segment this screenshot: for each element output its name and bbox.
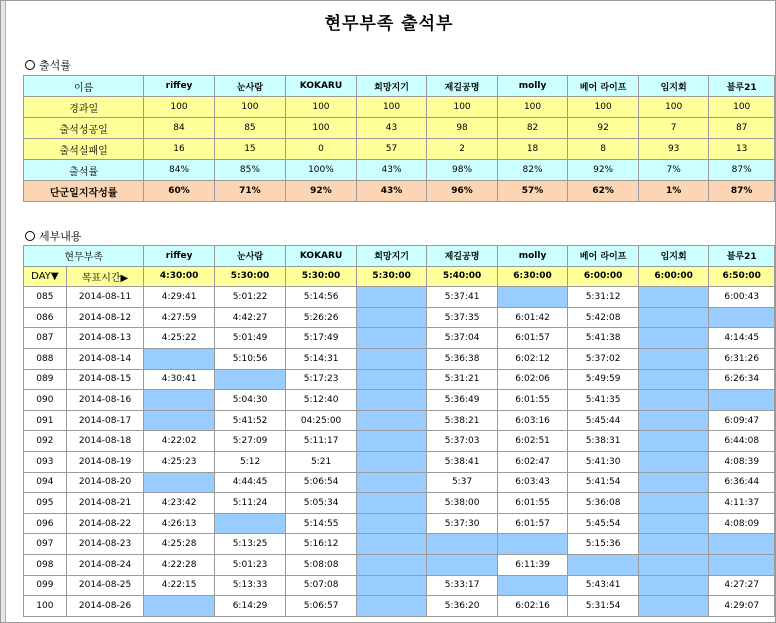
summary-cell[interactable]: 16 <box>144 139 214 160</box>
time-cell[interactable]: 5:36:49 <box>427 390 497 411</box>
time-cell[interactable]: 5:27:09 <box>214 431 285 452</box>
day-number: 094 <box>24 472 67 493</box>
summary-cell[interactable]: 84 <box>144 118 214 139</box>
target-time: 5:30:00 <box>214 266 285 287</box>
time-cell[interactable] <box>568 554 639 575</box>
time-cell[interactable] <box>638 493 708 514</box>
day-number: 098 <box>24 554 67 575</box>
time-cell[interactable]: 6:44:08 <box>709 431 775 452</box>
summary-cell[interactable]: 82% <box>497 160 567 181</box>
time-cell[interactable] <box>356 328 426 349</box>
time-cell[interactable] <box>427 534 497 555</box>
summary-cell[interactable]: 84% <box>144 160 214 181</box>
summary-cell[interactable]: 98 <box>427 118 498 139</box>
table-row <box>24 369 775 390</box>
time-cell[interactable]: 5:26:26 <box>286 307 357 328</box>
time-cell[interactable]: 6:01:57 <box>497 328 567 349</box>
time-cell[interactable]: 5:14:31 <box>286 348 357 369</box>
time-cell[interactable]: 6:36:44 <box>709 472 775 493</box>
summary-cell[interactable]: 100 <box>638 97 708 118</box>
time-cell[interactable]: 04:25:00 <box>286 410 357 431</box>
time-cell[interactable]: 5:41:38 <box>568 328 639 349</box>
table-row <box>24 596 775 617</box>
time-cell[interactable] <box>709 554 775 575</box>
time-cell[interactable]: 5:33:17 <box>427 575 497 596</box>
time-cell[interactable] <box>356 348 426 369</box>
time-cell[interactable] <box>356 596 426 617</box>
time-cell[interactable]: 4:30:41 <box>144 369 214 390</box>
time-cell[interactable]: 5:36:08 <box>568 493 639 514</box>
summary-cell[interactable]: 18 <box>497 139 567 160</box>
member-name: 제길공명 <box>427 246 497 267</box>
table-row <box>24 513 775 534</box>
summary-table <box>23 75 775 202</box>
member-name: 블루21 <box>709 76 775 97</box>
summary-cell[interactable]: 7 <box>638 118 708 139</box>
summary-cell[interactable]: 71% <box>214 181 285 202</box>
summary-cell[interactable]: 96% <box>427 181 498 202</box>
summary-cell[interactable]: 87 <box>709 118 775 139</box>
time-cell[interactable] <box>638 307 708 328</box>
time-cell[interactable] <box>144 390 214 411</box>
time-cell[interactable]: 4:22:28 <box>144 554 214 575</box>
time-cell[interactable]: 5:07:08 <box>286 575 357 596</box>
time-cell[interactable]: 5:49:59 <box>568 369 639 390</box>
day-number: 096 <box>24 513 67 534</box>
summary-cell[interactable]: 60% <box>144 181 214 202</box>
day-number: 089 <box>24 369 67 390</box>
time-cell[interactable] <box>144 410 214 431</box>
time-cell[interactable] <box>356 307 426 328</box>
time-cell[interactable]: 6:01:55 <box>497 390 567 411</box>
table-row <box>24 410 775 431</box>
member-name: 희망지기 <box>356 246 426 267</box>
summary-cell[interactable]: 85 <box>214 118 285 139</box>
time-cell[interactable]: 4:08:09 <box>709 513 775 534</box>
time-cell[interactable]: 5:08:08 <box>286 554 357 575</box>
time-cell[interactable] <box>638 328 708 349</box>
member-name: 베어 라이프 <box>568 76 639 97</box>
tribe-header: 현무부족 <box>24 246 144 267</box>
time-cell[interactable] <box>356 554 426 575</box>
target-time: 4:30:00 <box>144 266 214 287</box>
time-cell[interactable]: 5:04:30 <box>214 390 285 411</box>
day-number: 085 <box>24 287 67 308</box>
summary-cell[interactable]: 13 <box>709 139 775 160</box>
time-cell[interactable]: 4:27:27 <box>709 575 775 596</box>
summary-cell[interactable]: 15 <box>214 139 285 160</box>
day-number: 100 <box>24 596 67 617</box>
time-cell[interactable]: 5:41:54 <box>568 472 639 493</box>
section-details: 세부내용 <box>25 228 82 244</box>
time-cell[interactable]: 5:15:36 <box>568 534 639 555</box>
date-cell: 2014-08-13 <box>66 328 144 349</box>
day-number: 092 <box>24 431 67 452</box>
time-cell[interactable]: 5:41:52 <box>214 410 285 431</box>
day-number: 087 <box>24 328 67 349</box>
time-cell[interactable] <box>356 410 426 431</box>
table-row <box>24 554 775 575</box>
summary-cell[interactable]: 100 <box>427 97 498 118</box>
target-time-label: 목표시간▶ <box>66 266 144 287</box>
time-cell[interactable]: 4:25:23 <box>144 451 214 472</box>
time-cell[interactable] <box>144 348 214 369</box>
circle-bullet-icon <box>25 231 35 241</box>
summary-cell[interactable]: 93 <box>638 139 708 160</box>
time-cell[interactable]: 6:02:47 <box>497 451 567 472</box>
time-cell[interactable] <box>638 596 708 617</box>
date-cell: 2014-08-15 <box>66 369 144 390</box>
table-row <box>24 390 775 411</box>
member-name: 눈사람 <box>214 246 285 267</box>
time-cell[interactable] <box>638 575 708 596</box>
day-number: 088 <box>24 348 67 369</box>
member-name: 희망지기 <box>356 76 427 97</box>
time-cell[interactable] <box>214 369 285 390</box>
time-cell[interactable]: 5:45:54 <box>568 513 639 534</box>
summary-row <box>24 139 775 160</box>
time-cell[interactable]: 5:17:49 <box>286 328 357 349</box>
member-name: 블루21 <box>709 246 775 267</box>
time-cell[interactable]: 4:44:45 <box>214 472 285 493</box>
target-time: 6:00:00 <box>638 266 708 287</box>
date-cell: 2014-08-16 <box>66 390 144 411</box>
summary-cell[interactable]: 8 <box>568 139 639 160</box>
table-row <box>24 328 775 349</box>
table-row <box>24 287 775 308</box>
row-label: 출석률 <box>24 160 144 181</box>
time-cell[interactable]: 6:09:47 <box>709 410 775 431</box>
time-cell[interactable]: 6:01:55 <box>497 493 567 514</box>
name-header: 이름 <box>24 76 144 97</box>
table-row <box>24 534 775 555</box>
target-time: 5:40:00 <box>427 266 497 287</box>
summary-cell[interactable]: 62% <box>568 181 639 202</box>
time-cell[interactable] <box>497 534 567 555</box>
time-cell[interactable]: 6:01:57 <box>497 513 567 534</box>
summary-cell[interactable]: 87% <box>709 160 775 181</box>
time-cell[interactable] <box>356 287 426 308</box>
summary-cell[interactable]: 85% <box>214 160 285 181</box>
summary-cell[interactable]: 100 <box>709 97 775 118</box>
target-time: 6:00:00 <box>568 266 639 287</box>
date-cell: 2014-08-24 <box>66 554 144 575</box>
circle-bullet-icon <box>25 60 35 70</box>
time-cell[interactable]: 5:11:17 <box>286 431 357 452</box>
time-cell[interactable]: 5:36:20 <box>427 596 497 617</box>
time-cell[interactable]: 4:42:27 <box>214 307 285 328</box>
member-name: riffey <box>144 76 214 97</box>
summary-cell[interactable]: 100 <box>286 118 357 139</box>
table-row <box>24 493 775 514</box>
day-number: 097 <box>24 534 67 555</box>
day-number: 086 <box>24 307 67 328</box>
summary-row <box>24 160 775 181</box>
time-cell[interactable]: 5:06:57 <box>286 596 357 617</box>
time-cell[interactable]: 4:25:22 <box>144 328 214 349</box>
summary-cell[interactable]: 43 <box>356 118 427 139</box>
date-cell: 2014-08-20 <box>66 472 144 493</box>
row-label: 경과일 <box>24 97 144 118</box>
time-cell[interactable]: 5:38:31 <box>568 431 639 452</box>
member-name: 제길공명 <box>427 76 498 97</box>
summary-cell[interactable]: 98% <box>427 160 498 181</box>
time-cell[interactable]: 5:41:35 <box>568 390 639 411</box>
time-cell[interactable]: 5:01:23 <box>214 554 285 575</box>
time-cell[interactable] <box>709 390 775 411</box>
time-cell[interactable]: 5:38:41 <box>427 451 497 472</box>
target-time-row <box>24 266 775 287</box>
time-cell[interactable]: 6:02:51 <box>497 431 567 452</box>
time-cell[interactable] <box>356 575 426 596</box>
date-cell: 2014-08-12 <box>66 307 144 328</box>
time-cell[interactable] <box>356 451 426 472</box>
summary-cell[interactable]: 57 <box>356 139 427 160</box>
time-cell[interactable] <box>709 534 775 555</box>
member-name: KOKARU <box>286 246 357 267</box>
table-row <box>24 575 775 596</box>
time-cell[interactable]: 6:26:34 <box>709 369 775 390</box>
time-cell[interactable]: 4:22:15 <box>144 575 214 596</box>
time-cell[interactable]: 5:10:56 <box>214 348 285 369</box>
time-cell[interactable]: 4:08:39 <box>709 451 775 472</box>
summary-cell[interactable]: 1% <box>638 181 708 202</box>
time-cell[interactable] <box>356 431 426 452</box>
time-cell[interactable]: 5:43:41 <box>568 575 639 596</box>
member-name: riffey <box>144 246 214 267</box>
time-cell[interactable] <box>214 513 285 534</box>
time-cell[interactable]: 5:13:25 <box>214 534 285 555</box>
time-cell[interactable] <box>356 390 426 411</box>
time-cell[interactable] <box>356 472 426 493</box>
time-cell[interactable]: 5:38:21 <box>427 410 497 431</box>
time-cell[interactable] <box>144 596 214 617</box>
time-cell[interactable] <box>638 554 708 575</box>
date-cell: 2014-08-11 <box>66 287 144 308</box>
time-cell[interactable]: 5:37 <box>427 472 497 493</box>
summary-cell[interactable]: 100 <box>144 97 214 118</box>
time-cell[interactable]: 5:01:22 <box>214 287 285 308</box>
time-cell[interactable]: 4:14:45 <box>709 328 775 349</box>
time-cell[interactable]: 5:42:08 <box>568 307 639 328</box>
time-cell[interactable]: 5:37:30 <box>427 513 497 534</box>
page-title: 현무부족 출석부 <box>324 14 454 34</box>
time-cell[interactable]: 5:38:00 <box>427 493 497 514</box>
day-number: 091 <box>24 410 67 431</box>
member-name: 임지회 <box>638 246 708 267</box>
summary-cell[interactable]: 100 <box>214 97 285 118</box>
time-cell[interactable]: 5:37:03 <box>427 431 497 452</box>
summary-cell[interactable]: 92 <box>568 118 639 139</box>
member-name: 임지회 <box>638 76 708 97</box>
time-cell[interactable]: 6:03:43 <box>497 472 567 493</box>
summary-row <box>24 118 775 139</box>
time-cell[interactable]: 5:11:24 <box>214 493 285 514</box>
summary-cell[interactable]: 100% <box>286 160 357 181</box>
time-cell[interactable]: 5:12:40 <box>286 390 357 411</box>
day-number: 095 <box>24 493 67 514</box>
detail-header-row <box>24 246 775 267</box>
time-cell[interactable]: 6:31:26 <box>709 348 775 369</box>
time-cell[interactable]: 6:11:39 <box>497 554 567 575</box>
summary-cell[interactable]: 100 <box>568 97 639 118</box>
summary-cell[interactable]: 2 <box>427 139 498 160</box>
time-cell[interactable] <box>356 534 426 555</box>
row-label: 출석성공일 <box>24 118 144 139</box>
date-cell: 2014-08-19 <box>66 451 144 472</box>
time-cell[interactable]: 5:14:56 <box>286 287 357 308</box>
time-cell[interactable]: 4:22:02 <box>144 431 214 452</box>
table-row <box>24 451 775 472</box>
member-name: molly <box>497 246 567 267</box>
date-cell: 2014-08-14 <box>66 348 144 369</box>
time-cell[interactable] <box>356 493 426 514</box>
summary-cell[interactable]: 7% <box>638 160 708 181</box>
time-cell[interactable]: 5:05:34 <box>286 493 357 514</box>
date-cell: 2014-08-25 <box>66 575 144 596</box>
time-cell[interactable]: 6:02:16 <box>497 596 567 617</box>
row-header-strip <box>1 1 6 623</box>
date-cell: 2014-08-23 <box>66 534 144 555</box>
time-cell[interactable]: 5:45:44 <box>568 410 639 431</box>
time-cell[interactable] <box>497 575 567 596</box>
time-cell[interactable]: 5:37:41 <box>427 287 497 308</box>
target-time: 5:30:00 <box>286 266 357 287</box>
time-cell[interactable]: 5:37:04 <box>427 328 497 349</box>
time-cell[interactable] <box>497 287 567 308</box>
time-cell[interactable]: 5:17:23 <box>286 369 357 390</box>
time-cell[interactable]: 5:37:02 <box>568 348 639 369</box>
time-cell[interactable]: 4:29:41 <box>144 287 214 308</box>
table-row <box>24 348 775 369</box>
time-cell[interactable]: 5:16:12 <box>286 534 357 555</box>
summary-row <box>24 181 775 202</box>
time-cell[interactable]: 5:13:33 <box>214 575 285 596</box>
time-cell[interactable]: 6:14:29 <box>214 596 285 617</box>
time-cell[interactable] <box>638 534 708 555</box>
time-cell[interactable] <box>638 431 708 452</box>
time-cell[interactable] <box>638 287 708 308</box>
time-cell[interactable]: 5:41:30 <box>568 451 639 472</box>
time-cell[interactable]: 5:06:54 <box>286 472 357 493</box>
member-name: KOKARU <box>286 76 357 97</box>
time-cell[interactable]: 6:02:06 <box>497 369 567 390</box>
detail-table <box>23 245 775 617</box>
member-name: molly <box>497 76 567 97</box>
time-cell[interactable]: 5:01:49 <box>214 328 285 349</box>
time-cell[interactable] <box>356 369 426 390</box>
summary-cell[interactable]: 87% <box>709 181 775 202</box>
summary-cell[interactable]: 100 <box>286 97 357 118</box>
time-cell[interactable]: 5:31:12 <box>568 287 639 308</box>
time-cell[interactable]: 5:31:54 <box>568 596 639 617</box>
time-cell[interactable] <box>638 410 708 431</box>
date-cell: 2014-08-26 <box>66 596 144 617</box>
member-name: 베어 라이프 <box>568 246 639 267</box>
time-cell[interactable]: 6:01:42 <box>497 307 567 328</box>
member-name: 눈사람 <box>214 76 285 97</box>
table-row <box>24 431 775 452</box>
summary-cell[interactable]: 82 <box>497 118 567 139</box>
summary-cell[interactable]: 43% <box>356 181 427 202</box>
time-cell[interactable]: 4:23:42 <box>144 493 214 514</box>
summary-cell[interactable]: 100 <box>356 97 427 118</box>
time-cell[interactable]: 5:36:38 <box>427 348 497 369</box>
summary-cell[interactable]: 100 <box>497 97 567 118</box>
summary-cell[interactable]: 43% <box>356 160 427 181</box>
time-cell[interactable] <box>709 307 775 328</box>
time-cell[interactable] <box>144 472 214 493</box>
time-cell[interactable] <box>427 554 497 575</box>
day-number: 093 <box>24 451 67 472</box>
time-cell[interactable]: 4:27:59 <box>144 307 214 328</box>
date-cell: 2014-08-21 <box>66 493 144 514</box>
day-filter-label[interactable]: DAY▼ <box>24 266 67 287</box>
target-time: 5:30:00 <box>356 266 426 287</box>
time-cell[interactable]: 6:00:43 <box>709 287 775 308</box>
time-cell[interactable] <box>638 390 708 411</box>
time-cell[interactable]: 4:26:13 <box>144 513 214 534</box>
time-cell[interactable]: 5:21 <box>286 451 357 472</box>
date-cell: 2014-08-22 <box>66 513 144 534</box>
time-cell[interactable]: 6:03:16 <box>497 410 567 431</box>
section-attendance-rate: 출석률 <box>25 57 71 73</box>
summary-header-row <box>24 76 775 97</box>
time-cell[interactable] <box>638 472 708 493</box>
summary-cell[interactable]: 92% <box>568 160 639 181</box>
summary-row <box>24 97 775 118</box>
summary-cell[interactable]: 57% <box>497 181 567 202</box>
time-cell[interactable]: 5:37:35 <box>427 307 497 328</box>
row-label: 단군일지작성률 <box>24 181 144 202</box>
date-cell: 2014-08-18 <box>66 431 144 452</box>
table-row <box>24 472 775 493</box>
time-cell[interactable]: 5:14:55 <box>286 513 357 534</box>
table-row <box>24 307 775 328</box>
date-cell: 2014-08-17 <box>66 410 144 431</box>
row-label: 출석실패일 <box>24 139 144 160</box>
time-cell[interactable]: 5:31:21 <box>427 369 497 390</box>
time-cell[interactable]: 4:29:07 <box>709 596 775 617</box>
time-cell[interactable]: 4:11:37 <box>709 493 775 514</box>
summary-cell[interactable]: 92% <box>286 181 357 202</box>
time-cell[interactable] <box>638 513 708 534</box>
time-cell[interactable]: 6:02:12 <box>497 348 567 369</box>
day-number: 090 <box>24 390 67 411</box>
time-cell[interactable] <box>356 513 426 534</box>
target-time: 6:50:00 <box>709 266 775 287</box>
target-time: 6:30:00 <box>497 266 567 287</box>
summary-cell[interactable]: 0 <box>286 139 357 160</box>
time-cell[interactable] <box>638 348 708 369</box>
day-number: 099 <box>24 575 67 596</box>
time-cell[interactable] <box>638 369 708 390</box>
time-cell[interactable]: 5:12 <box>214 451 285 472</box>
time-cell[interactable] <box>638 451 708 472</box>
time-cell[interactable]: 4:25:28 <box>144 534 214 555</box>
